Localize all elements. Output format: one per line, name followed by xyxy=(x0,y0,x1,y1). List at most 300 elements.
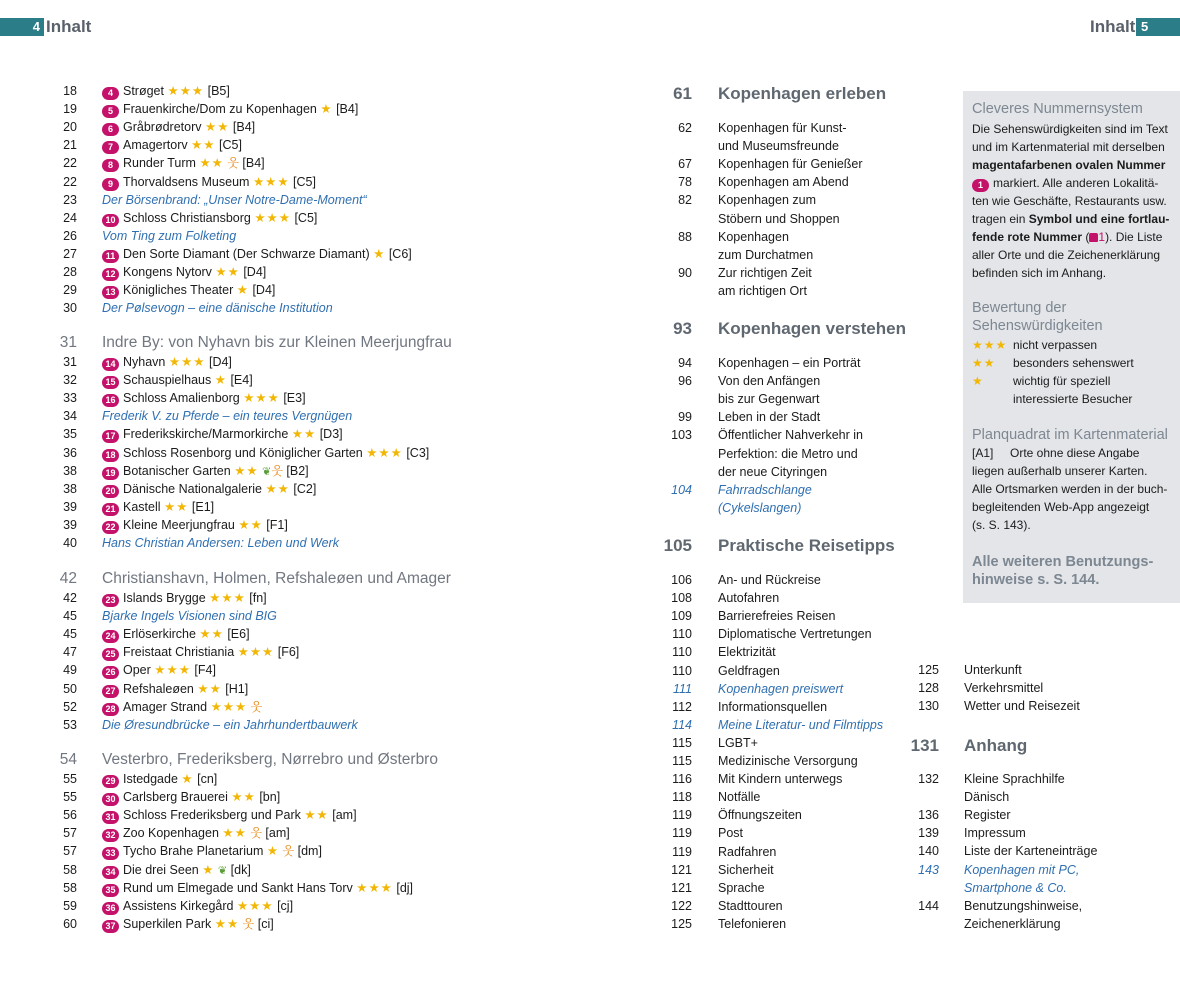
child-icon: 웃 xyxy=(250,699,263,714)
sidebox-text-line: ten wie Geschäfte, Restaurants usw. xyxy=(972,194,1167,208)
sight-number-badge: 15 xyxy=(102,376,119,389)
toc-entry: Radfahren xyxy=(718,844,777,859)
sight-number-badge: 10 xyxy=(102,214,119,227)
map-grid-reference: [D4] xyxy=(252,283,276,298)
map-grid-reference: [am] xyxy=(332,808,357,823)
sight-number-badge: 24 xyxy=(102,630,119,643)
toc-page-number: 22 xyxy=(63,156,77,171)
toc-page-number: 110 xyxy=(672,627,692,642)
toc-entry: Wetter und Reisezeit xyxy=(964,699,1080,714)
rating-stars: ★★ xyxy=(234,463,259,478)
toc-page-number: 56 xyxy=(63,808,77,823)
sidebox-heading-rating: Sehenswürdigkeiten xyxy=(972,318,1103,334)
toc-entry: Perfektion: die Metro und xyxy=(718,446,858,461)
section-page-number: 42 xyxy=(59,570,77,587)
toc-entry-title: Schloss Amalienborg xyxy=(123,391,240,406)
map-grid-reference: [dk] xyxy=(230,862,251,877)
toc-page-number: 116 xyxy=(672,772,692,787)
toc-page-number: 58 xyxy=(63,862,77,877)
rating-stars: ★ xyxy=(181,772,194,786)
sight-number-badge: 23 xyxy=(102,594,119,607)
toc-entry-title: Dänische Nationalgalerie xyxy=(123,481,262,496)
toc-entry: Kopenhagen xyxy=(718,229,789,244)
rating-legend-text: besonders sehenswert xyxy=(1013,356,1134,370)
sidebox-heading-rating: Bewertung der xyxy=(972,300,1067,316)
toc-entry xyxy=(102,824,290,842)
toc-entry-title: Frederikskirche/Marmorkirche xyxy=(123,427,289,442)
toc-page-number: 90 xyxy=(678,265,692,280)
toc-page-number: 108 xyxy=(671,591,692,606)
sight-number-badge: 18 xyxy=(102,449,119,462)
toc-entry: Der Pølsevogn – eine dänische Institution xyxy=(102,301,333,316)
section-title: Christianshavn, Holmen, Refshaleøen und Amager xyxy=(102,570,451,587)
toc-entry xyxy=(102,879,413,897)
toc-entry: Notfälle xyxy=(718,790,761,805)
toc-page-number: 18 xyxy=(63,84,77,98)
toc-entry xyxy=(102,661,216,679)
toc-page-number: 49 xyxy=(63,663,77,678)
rating-stars: ★★ xyxy=(238,517,263,532)
toc-page-number: 38 xyxy=(63,481,77,496)
sight-number-badge: 6 xyxy=(102,123,119,136)
rating-stars: ★★★ xyxy=(154,663,191,678)
toc-page-number: 88 xyxy=(678,229,692,244)
toc-entry: Bjarke Ingels Visionen sind BIG xyxy=(102,609,277,624)
map-grid-reference: [D4] xyxy=(208,355,232,369)
map-grid-reference: [E1] xyxy=(191,499,215,514)
map-grid-reference: [dm] xyxy=(297,844,322,859)
toc-page-number: 50 xyxy=(63,681,77,696)
toc-page-number: 23 xyxy=(63,192,77,207)
toc-entry-title: Carlsberg Brauerei xyxy=(123,790,228,805)
toc-entry: Telefonieren xyxy=(718,916,787,931)
toc-page-number: 128 xyxy=(918,681,939,696)
toc-entry: der neue Cityringen xyxy=(718,464,828,479)
toc-entry xyxy=(102,680,248,698)
sight-number-badge: 34 xyxy=(102,866,119,879)
rating-stars: ★★★ xyxy=(254,210,291,225)
rating-legend-text: wichtig für speziell xyxy=(1013,374,1111,388)
toc-entry-title: Gråbrødretorv xyxy=(123,120,202,135)
toc-page-number: 99 xyxy=(678,410,692,425)
map-grid-reference: [E3] xyxy=(283,391,306,406)
toc-page-number: 21 xyxy=(63,138,77,153)
toc-entry-title: Freistaat Christiania xyxy=(123,645,235,660)
toc-page-number: 106 xyxy=(671,573,692,587)
section-title: Anhang xyxy=(964,736,1028,755)
toc-entry-title: Schauspielhaus xyxy=(123,373,212,388)
rating-stars: ★★ xyxy=(972,356,996,370)
toc-entry-title: Islands Brygge xyxy=(123,591,206,605)
toc-entry: Kopenhagen für Genießer xyxy=(718,157,863,172)
rating-stars: ★★★ xyxy=(972,338,1008,352)
rating-legend-text: nicht verpassen xyxy=(1013,338,1098,352)
toc-entry: Kopenhagen mit PC, xyxy=(964,862,1080,877)
toc-entry xyxy=(102,209,317,227)
sight-number-badge: 33 xyxy=(102,847,119,860)
toc-page-number: 59 xyxy=(63,898,77,913)
toc-entry: Liste der Karteneinträge xyxy=(964,844,1098,859)
toc-entry: Öffentlicher Nahverkehr in xyxy=(718,428,863,443)
toc-page-number: 82 xyxy=(678,193,692,208)
toc-entry: Hans Christian Andersen: Leben und Werk xyxy=(102,536,339,550)
toc-page-number: 110 xyxy=(672,645,692,660)
toc-page-number: 118 xyxy=(672,790,692,805)
sidebox-text-line xyxy=(972,228,1162,246)
toc-page-number: 32 xyxy=(63,373,77,388)
toc-entry: Frederik V. zu Pferde – ein teures Vergnügen xyxy=(102,409,353,424)
sight-number-badge: 13 xyxy=(102,286,119,299)
right-header-title: Inhalt xyxy=(1090,17,1136,36)
toc-entry-title: Istedgade xyxy=(123,772,178,786)
toc-entry-title: Assistens Kirkegård xyxy=(123,898,234,913)
toc-entry xyxy=(102,154,265,172)
map-grid-reference: [C2] xyxy=(293,481,317,496)
map-grid-reference: [B5] xyxy=(207,84,230,98)
sight-number-badge: 19 xyxy=(102,467,119,480)
toc-entry xyxy=(102,82,230,100)
map-grid-reference: [B4] xyxy=(336,102,359,117)
toc-entry xyxy=(102,589,267,607)
toc-entry: (Cykelslangen) xyxy=(718,500,802,515)
toc-entry-title: Frauenkirche/Dom zu Kopenhagen xyxy=(123,102,317,117)
toc-page-number: 29 xyxy=(63,283,77,298)
sight-number-badge: 8 xyxy=(102,159,119,172)
sidebox-text-line: liegen außerhalb unserer Karten. xyxy=(972,464,1148,478)
right-page-number-tab xyxy=(1136,18,1180,36)
toc-entry: Kopenhagen für Kunst- xyxy=(718,121,847,135)
sight-number-badge: 22 xyxy=(102,521,119,534)
left-page-number-tab xyxy=(0,18,44,36)
toc-page-number: 39 xyxy=(63,499,77,514)
toc-page-number: 103 xyxy=(671,428,692,443)
map-grid-reference: [ci] xyxy=(257,916,274,931)
map-grid-reference: [C3] xyxy=(406,445,430,460)
toc-entry: Leben in der Stadt xyxy=(718,410,821,425)
toc-page-number: 139 xyxy=(918,826,939,841)
rating-legend-row xyxy=(972,354,1134,372)
toc-page-number: 119 xyxy=(672,826,692,841)
sight-number-badge: 17 xyxy=(102,430,119,443)
rating-stars: ★★ xyxy=(291,427,317,442)
toc-page-number: 125 xyxy=(918,663,939,677)
toc-entry: Kleine Sprachhilfe xyxy=(964,772,1065,786)
toc-entry-title: Schloss Frederiksberg und Park xyxy=(123,808,301,823)
section-title: Kopenhagen verstehen xyxy=(718,319,906,338)
rating-stars: ★★★ xyxy=(209,591,246,605)
toc-entry-title: Oper xyxy=(123,663,151,678)
toc-entry-title: Runder Turm xyxy=(123,156,196,171)
sight-number-badge: 37 xyxy=(102,920,119,933)
sight-number-badge: 36 xyxy=(102,902,119,915)
toc-entry: Fahrradschlange xyxy=(718,482,812,497)
child-icon: 웃 xyxy=(242,916,255,931)
toc-page-number: 104 xyxy=(671,482,692,497)
toc-entry xyxy=(102,861,251,880)
toc-page-number: 31 xyxy=(63,355,77,369)
sight-number-badge: 29 xyxy=(102,775,119,788)
toc-entry-title: Amagertorv xyxy=(123,138,188,153)
toc-page-number: 30 xyxy=(63,301,77,316)
toc-page-number: 119 xyxy=(672,808,692,823)
toc-entry-title: Erlöserkirche xyxy=(123,627,196,642)
rating-stars: ★★★ xyxy=(167,84,205,98)
toc-entry: Kopenhagen am Abend xyxy=(718,175,849,190)
section-page-number: 93 xyxy=(673,319,692,338)
toc-page-number: 121 xyxy=(671,880,692,895)
toc-entry: Vom Ting zum Folketing xyxy=(102,228,237,243)
toc-entry-title: Kastell xyxy=(123,499,161,514)
sidebox-text-line: Die Sehenswürdigkeiten sind im Text xyxy=(972,122,1168,136)
toc-entry xyxy=(102,425,343,443)
toc-page-number: 144 xyxy=(918,898,939,913)
section-page-number: 54 xyxy=(59,751,77,768)
toc-entry: Meine Literatur- und Filmtipps xyxy=(718,717,884,732)
section-title: Vesterbro, Frederiksberg, Nørrebro und Østerbro xyxy=(102,751,438,768)
sight-number-badge: 12 xyxy=(102,268,119,281)
toc-entry xyxy=(102,100,358,118)
toc-page-number: 35 xyxy=(63,427,77,442)
toc-entry-title: Botanischer Garten xyxy=(123,463,231,478)
map-grid-reference: [E6] xyxy=(227,627,250,642)
toc-entry: Zur richtigen Zeit xyxy=(718,265,812,280)
toc-entry xyxy=(102,788,280,806)
toc-entry: Kopenhagen – ein Porträt xyxy=(718,356,861,370)
rating-stars: ★ xyxy=(266,844,280,859)
toc-page-number: 34 xyxy=(63,409,77,424)
toc-entry-title: Kleine Meerjungfrau xyxy=(123,517,235,532)
rating-stars: ★★★ xyxy=(366,445,403,460)
toc-page-number: 40 xyxy=(63,536,77,550)
toc-page-number: 26 xyxy=(63,228,77,243)
toc-page-number: 22 xyxy=(63,174,77,189)
toc-entry xyxy=(102,118,255,136)
map-grid-reference: [C5] xyxy=(293,174,316,189)
toc-page-number: 55 xyxy=(63,790,77,805)
rating-stars: ★★ xyxy=(304,808,329,823)
toc-entry xyxy=(102,444,429,462)
map-grid-reference: [B2] xyxy=(286,463,309,478)
rating-stars: ★★ xyxy=(215,265,240,279)
child-icon: 웃 xyxy=(271,463,283,478)
map-grid-reference: [E4] xyxy=(230,373,253,388)
rating-stars: ★ xyxy=(236,283,249,298)
toc-entry xyxy=(102,698,262,716)
toc-entry-title: Superkilen Park xyxy=(123,916,212,931)
toc-entry: Informationsquellen xyxy=(718,699,828,714)
sidebox-text-span: markiert. Alle anderen Lokalitä- xyxy=(993,176,1159,190)
rating-stars: ★★★ xyxy=(356,880,393,895)
section-page-number: 61 xyxy=(673,84,692,103)
sidebox-heading-grid: Planquadrat im Kartenmaterial xyxy=(972,427,1168,443)
rating-stars: ★★ xyxy=(204,120,230,135)
toc-entry xyxy=(102,281,275,299)
toc-page-number: 140 xyxy=(918,844,939,859)
left-header-title: Inhalt xyxy=(46,17,92,36)
toc-page-number: 109 xyxy=(671,609,692,624)
grid-code-example: [A1] xyxy=(972,446,994,460)
section-page-number: 31 xyxy=(59,334,77,351)
toc-entry: Smartphone & Co. xyxy=(964,880,1067,895)
left-page-number: 4 xyxy=(32,19,40,34)
toc-page-number: 57 xyxy=(63,826,77,841)
sidebox-text-line: befinden sich im Anhang. xyxy=(972,266,1107,280)
toc-entry-title: Kongens Nytorv xyxy=(123,265,212,279)
sidebox-heading-more: Alle weiteren Benutzungs- xyxy=(972,554,1154,570)
toc-page-number: 115 xyxy=(672,735,692,750)
toc-page-number: 20 xyxy=(63,120,77,135)
sidebox-text-line: und im Kartenmaterial mit derselben xyxy=(972,140,1165,154)
toc-page-number: 112 xyxy=(672,699,692,714)
sidebox-text-line: begleitenden Web-App angezeigt xyxy=(972,500,1150,514)
toc-page-number: 114 xyxy=(672,717,692,732)
toc-entry-title: Zoo Kopenhagen xyxy=(123,826,219,841)
toc-page-number: 36 xyxy=(63,445,77,460)
toc-entry: Post xyxy=(718,826,744,841)
toc-entry: zum Durchatmen xyxy=(718,247,814,262)
toc-entry: Sicherheit xyxy=(718,862,774,877)
toc-entry xyxy=(102,462,309,481)
toc-entry xyxy=(102,389,306,407)
map-grid-reference: [F1] xyxy=(266,517,288,532)
sight-number-badge: 25 xyxy=(102,648,119,661)
toc-entry-title: Schloss Rosenborg und Königlicher Garten xyxy=(123,445,363,460)
toc-page-number: 24 xyxy=(63,210,77,225)
rating-legend-row xyxy=(972,336,1098,354)
toc-page-number: 130 xyxy=(918,699,939,714)
rating-stars: ★★ xyxy=(222,826,247,841)
toc-entry: am richtigen Ort xyxy=(718,283,807,298)
sidebox-text-span: ( xyxy=(1085,230,1090,244)
rating-stars: ★ xyxy=(373,246,386,261)
toc-entry: Barrierefreies Reisen xyxy=(718,609,836,624)
map-grid-reference: [bn] xyxy=(259,790,281,805)
toc-page-number: 115 xyxy=(672,754,692,768)
toc-entry: Benutzungshinweise, xyxy=(964,898,1083,913)
sight-number-badge: 35 xyxy=(102,884,119,897)
rating-stars: ★ xyxy=(202,862,215,877)
sight-number-badge: 11 xyxy=(102,250,119,263)
right-page-number: 5 xyxy=(1141,19,1149,34)
rating-stars: ★★ xyxy=(164,499,189,514)
sidebox-text-line xyxy=(972,444,1140,462)
toc-page-number: 62 xyxy=(678,121,692,135)
sidebox-text-bold: Symbol und eine fortlau- xyxy=(1028,212,1170,226)
toc-entry xyxy=(102,353,232,371)
map-grid-reference: [cj] xyxy=(277,898,294,913)
toc-entry xyxy=(102,480,316,498)
toc-page-number: 132 xyxy=(918,772,939,786)
rating-stars: ★ xyxy=(214,373,227,388)
map-grid-reference: [cn] xyxy=(197,772,218,786)
toc-entry: Medizinische Versorgung xyxy=(718,754,858,768)
rating-stars: ★★★ xyxy=(243,391,280,406)
toc-page-number: 33 xyxy=(63,391,77,406)
sidebox-text-line xyxy=(972,210,1169,228)
toc-entry-title: Nyhavn xyxy=(123,355,166,369)
toc-page-number: 143 xyxy=(918,862,939,877)
toc-entry: bis zur Gegenwart xyxy=(718,392,820,407)
rating-stars: ★★ xyxy=(197,681,222,696)
sight-number-badge: 32 xyxy=(102,829,119,842)
toc-page-number: 121 xyxy=(671,862,692,877)
toc-entry: An- und Rückreise xyxy=(718,573,821,587)
toc-entry: Sprache xyxy=(718,880,765,895)
toc-entry: Zeichenerklärung xyxy=(964,916,1061,931)
sidebox-text-bold: magentafarbenen ovalen Nummer xyxy=(972,158,1166,172)
toc-page-number: 45 xyxy=(63,627,77,642)
example-number-badge: 1 xyxy=(972,179,989,192)
toc-entry: LGBT+ xyxy=(718,735,758,750)
toc-page-number: 45 xyxy=(63,609,77,624)
sidebox-text-line: (s. S. 143). xyxy=(972,518,1031,532)
section-page-number: 105 xyxy=(663,536,692,555)
toc-entry: Stöbern und Shoppen xyxy=(718,211,840,226)
toc-entry: Von den Anfängen xyxy=(718,374,821,389)
toc-entry-title: Schloss Christiansborg xyxy=(123,210,251,225)
toc-entry: Autofahren xyxy=(718,591,780,606)
toc-entry: Kopenhagen zum xyxy=(718,193,816,208)
toc-entry-title: Tycho Brahe Planetarium xyxy=(123,844,264,859)
rating-stars: ★★ xyxy=(265,481,290,496)
rating-legend-text: interessierte Besucher xyxy=(1013,392,1133,406)
toc-entry: Unterkunft xyxy=(964,663,1022,677)
map-grid-reference: [C6] xyxy=(388,246,412,261)
toc-entry xyxy=(102,897,293,915)
toc-entry-title: Den Sorte Diamant (Der Schwarze Diamant) xyxy=(123,246,370,261)
toc-page-number: 42 xyxy=(63,591,77,605)
section-page-number: 131 xyxy=(910,736,939,755)
toc-entry: Impressum xyxy=(964,826,1026,841)
map-grid-reference: [dj] xyxy=(396,880,414,895)
toc-page-number: 38 xyxy=(63,463,77,478)
map-grid-reference: [D3] xyxy=(319,427,343,442)
rating-stars: ★★ xyxy=(231,790,256,805)
rating-stars: ★★★ xyxy=(237,645,275,660)
toc-entry-title: Rund um Elmegade und Sankt Hans Torv xyxy=(123,880,353,895)
toc-entry-title: Amager Strand xyxy=(123,699,208,714)
rating-stars: ★ xyxy=(972,374,984,388)
rating-stars: ★ xyxy=(320,102,333,117)
toc-entry-title: Refshaleøen xyxy=(123,681,194,696)
rating-stars: ★★★ xyxy=(236,898,274,913)
map-grid-reference: [F4] xyxy=(194,663,216,678)
rating-stars: ★★ xyxy=(199,156,224,171)
toc-entry-title: Die drei Seen xyxy=(123,862,199,877)
sight-number-badge: 31 xyxy=(102,811,119,824)
rating-stars: ★★★ xyxy=(252,174,290,189)
toc-entry: und Museumsfreunde xyxy=(718,139,839,154)
toc-entry-title: Königliches Theater xyxy=(123,283,234,298)
toc-entry: Stadttouren xyxy=(718,898,783,913)
lock-number: 1 xyxy=(1098,230,1106,244)
toc-entry xyxy=(102,625,250,643)
toc-entry xyxy=(102,498,214,516)
sight-number-badge: 26 xyxy=(102,666,119,679)
sidebox-text-bold: fende rote Nummer xyxy=(972,230,1083,244)
sidebox-heading-more: hinweise s. S. 144. xyxy=(972,572,1100,588)
sight-number-badge: 14 xyxy=(102,358,119,371)
rating-legend-row xyxy=(972,372,1111,390)
sight-number-badge: 16 xyxy=(102,394,119,407)
toc-page-number: 39 xyxy=(63,517,77,532)
sidebox-text-span: ). Die Liste xyxy=(1105,230,1163,244)
toc-page-number: 57 xyxy=(63,844,77,859)
leaf-icon: ❦ xyxy=(262,465,272,478)
toc-entry xyxy=(102,263,266,281)
toc-page-number: 94 xyxy=(678,356,692,370)
toc-entry: Der Börsenbrand: „Unser Notre-Dame-Moment“ xyxy=(102,192,367,207)
